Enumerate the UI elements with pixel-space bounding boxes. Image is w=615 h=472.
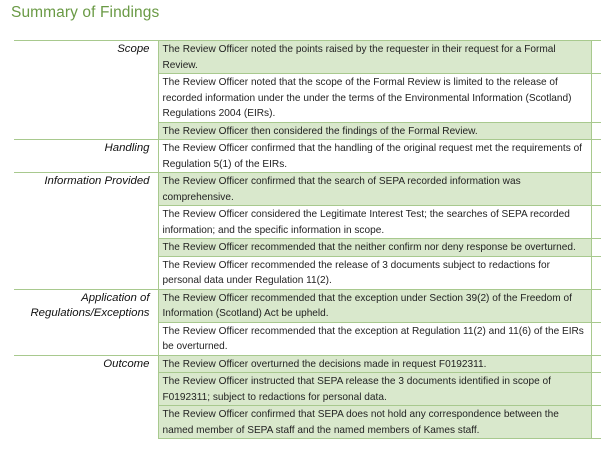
- finding-text: The Review Officer confirmed that the handling of the original request met the requirements of Regulation 5(1) of the EIRs.: [158, 140, 591, 173]
- table-row: [14, 322, 601, 355]
- finding-text: The Review Officer considered the Legitimate Interest Test; the searches of SEPA recorded information; and the specific information in scope.: [158, 206, 591, 239]
- section-label-empty: [14, 406, 158, 439]
- findings-table: [14, 40, 601, 439]
- finding-text: The Review Officer recommended the release of 3 documents subject to redactions for personal data under Regulation 11(2).: [158, 256, 591, 289]
- row-spacer: [591, 355, 601, 373]
- findings-table-body: [14, 41, 601, 439]
- row-spacer: [591, 122, 601, 140]
- table-row: [14, 74, 601, 123]
- row-spacer: [591, 41, 601, 74]
- row-spacer: [591, 74, 601, 123]
- table-row: [14, 206, 601, 239]
- finding-text: The Review Officer noted that the scope of the Formal Review is limited to the release of recorded information under the under the terms of the Environmental Information (Scotland) Regulations 2004 (EIRs).: [158, 74, 591, 123]
- finding-text: The Review Officer overturned the decisions made in request F0192311.: [158, 355, 591, 373]
- finding-text: The Review Officer recommended that the exception under Section 39(2) of the Freedom of Information (Scotland) Act be upheld.: [158, 289, 591, 322]
- section-label-empty: [14, 122, 158, 140]
- section-label-empty: [14, 256, 158, 289]
- table-row: [14, 373, 601, 406]
- section-label-empty: [14, 239, 158, 257]
- row-spacer: [591, 206, 601, 239]
- table-row: [14, 122, 601, 140]
- finding-text: The Review Officer confirmed that the search of SEPA recorded information was comprehensive.: [158, 173, 591, 206]
- row-spacer: [591, 373, 601, 406]
- row-spacer: [591, 256, 601, 289]
- table-row: [14, 406, 601, 439]
- section-label-empty: [14, 74, 158, 123]
- finding-text: The Review Officer recommended that the neither confirm nor deny response be overturned.: [158, 239, 591, 257]
- section-label: Handling: [14, 140, 158, 173]
- row-spacer: [591, 289, 601, 322]
- section-label: Information Provided: [14, 173, 158, 206]
- finding-text: The Review Officer noted the points raised by the requester in their request for a Formal Review.: [158, 41, 591, 74]
- section-label-empty: [14, 322, 158, 355]
- section-label: Application of Regulations/Exceptions: [14, 289, 158, 322]
- finding-text: The Review Officer confirmed that SEPA does not hold any correspondence between the named member of SEPA staff and the named members of Kames staff.: [158, 406, 591, 439]
- table-row: [14, 355, 601, 373]
- table-row: [14, 256, 601, 289]
- section-label-empty: [14, 206, 158, 239]
- row-spacer: [591, 173, 601, 206]
- table-row: [14, 239, 601, 257]
- section-label: Scope: [14, 41, 158, 74]
- table-row: [14, 140, 601, 173]
- finding-text: The Review Officer recommended that the exception at Regulation 11(2) and 11(6) of the EIRs be overturned.: [158, 322, 591, 355]
- table-row: [14, 289, 601, 322]
- section-label-empty: [14, 373, 158, 406]
- section-label: Outcome: [14, 355, 158, 373]
- row-spacer: [591, 239, 601, 257]
- row-spacer: [591, 140, 601, 173]
- table-row: [14, 41, 601, 74]
- row-spacer: [591, 322, 601, 355]
- page-title: Summary of Findings: [11, 4, 160, 21]
- table-row: [14, 173, 601, 206]
- finding-text: The Review Officer then considered the findings of the Formal Review.: [158, 122, 591, 140]
- row-spacer: [591, 406, 601, 439]
- finding-text: The Review Officer instructed that SEPA release the 3 documents identified in scope of F0192311; subject to redactions for personal data.: [158, 373, 591, 406]
